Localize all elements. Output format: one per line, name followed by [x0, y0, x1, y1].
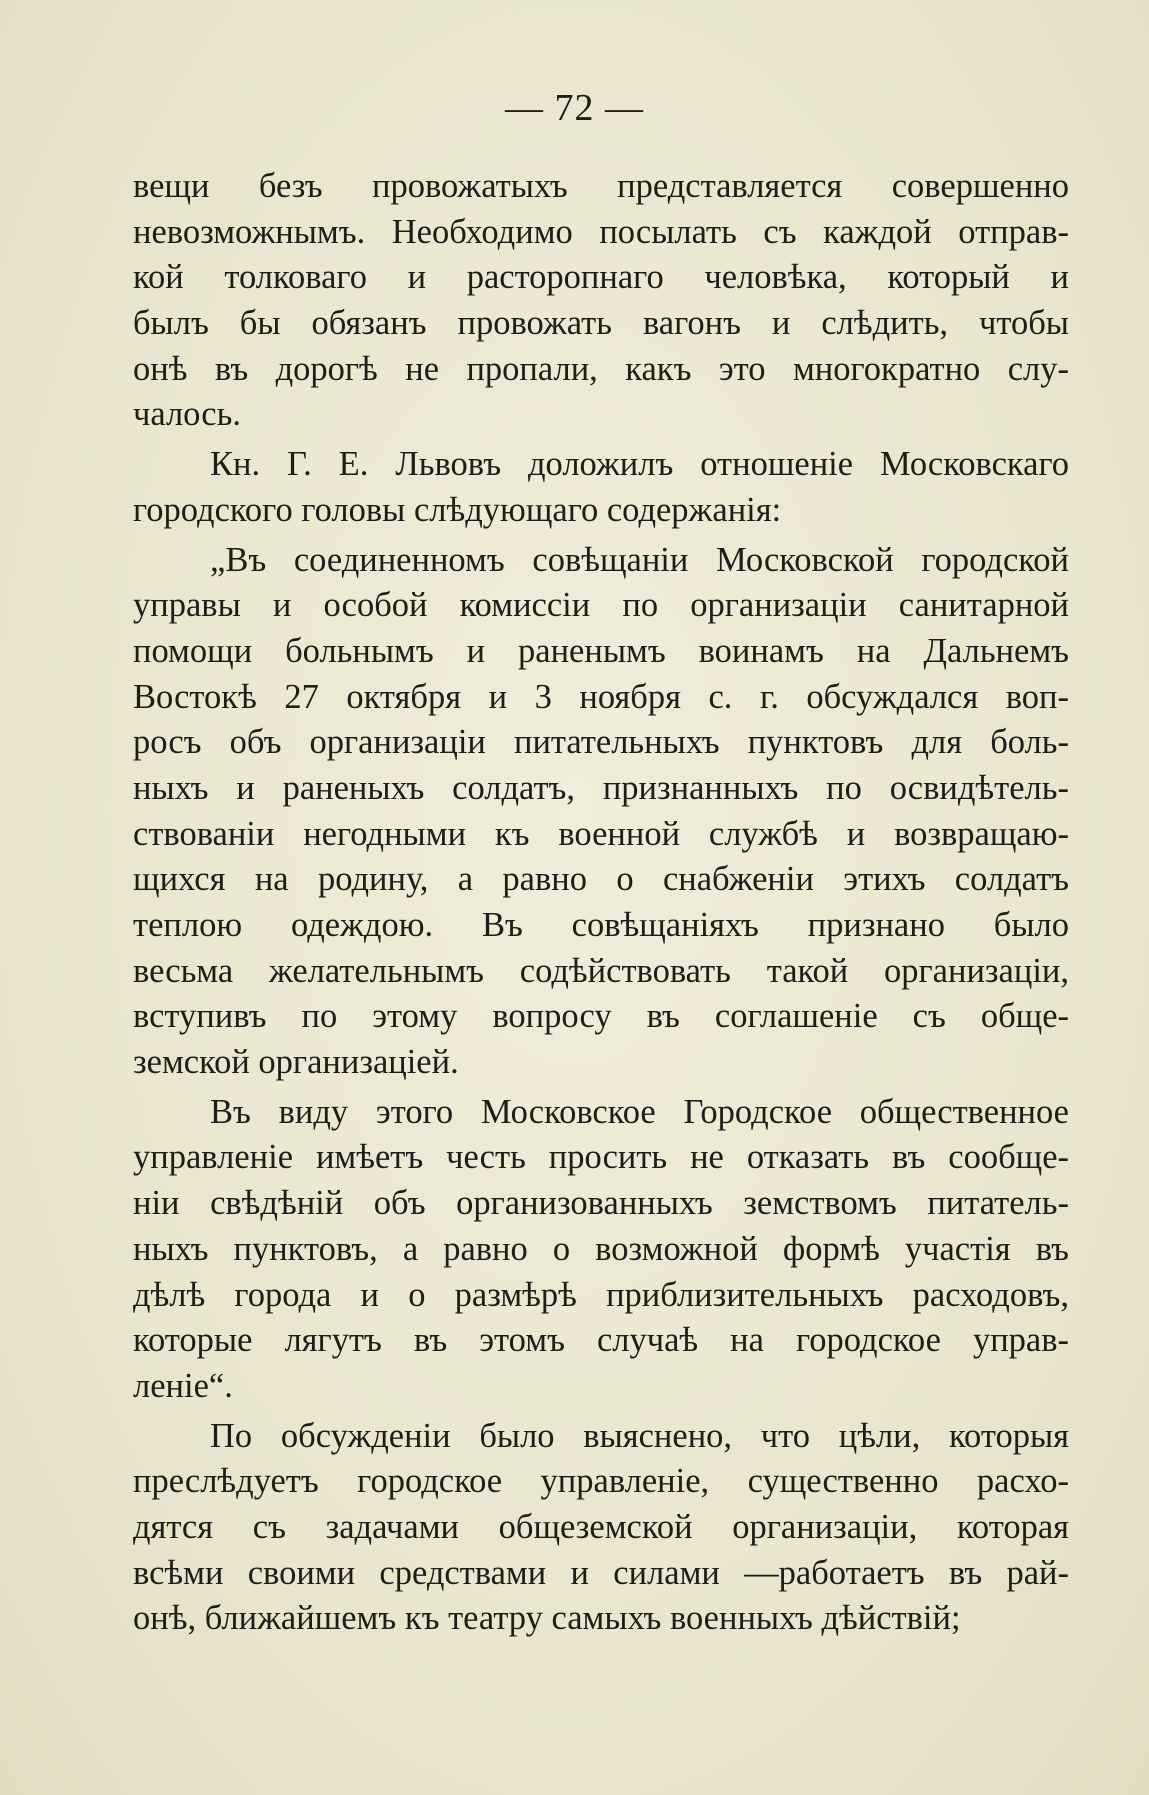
- text-line: ствованіи негодными къ военной службѣ и возвращаю-: [133, 814, 1069, 853]
- text-line: Въ виду этого Московское Городское общественное: [210, 1092, 1069, 1131]
- text-line: „Въ соединенномъ совѣщаніи Московской городской: [210, 540, 1069, 579]
- text-line: Кн. Г. Е. Львовъ доложилъ отношеніе Московскаго: [210, 445, 1069, 484]
- text-line: теплою одеждою. Въ совѣщаніяхъ признано было: [133, 906, 1069, 944]
- page-number: — 72 —: [505, 87, 644, 129]
- text-line: ныхъ и раненыхъ солдатъ, признанныхъ по освидѣтель-: [133, 768, 1069, 807]
- text-line: былъ бы обязанъ провожать вагонъ и слѣдить, чтобы: [133, 304, 1069, 343]
- text-line: росъ объ организаціи питательныхъ пунктовъ для боль-: [133, 723, 1069, 762]
- text-line: онѣ въ дорогѣ не пропали, какъ это многократно слу-: [133, 349, 1069, 388]
- text-line: помощи больнымъ и раненымъ воинамъ на Дальнемъ: [133, 631, 1069, 670]
- text-line: леніе“.: [133, 1366, 233, 1405]
- body-text: [133, 164, 1069, 1646]
- text-line: чалось.: [133, 395, 241, 434]
- paragraph: [133, 164, 1069, 438]
- text-line: ныхъ пунктовъ, а равно о возможной формѣ участія въ: [133, 1229, 1069, 1268]
- paragraph: [133, 1090, 1069, 1410]
- text-line: невозможнымъ. Необходимо посылать съ каждой отправ-: [133, 212, 1069, 251]
- text-line: вещи безъ провожатыхъ представляется совершенно: [133, 167, 1069, 205]
- paragraph: [133, 442, 1069, 533]
- text-line: преслѣдуетъ городское управленіе, существенно расхо-: [133, 1462, 1069, 1501]
- text-line: кой толковаго и расторопнаго человѣка, который и: [133, 258, 1069, 297]
- text-line: щихся на родину, а равно о снабженіи этихъ солдатъ: [133, 860, 1069, 899]
- text-line: дѣлѣ города и о размѣрѣ приблизительныхъ расходовъ,: [133, 1275, 1069, 1314]
- text-line: управы и особой комиссіи по организаціи санитарной: [133, 586, 1069, 625]
- text-line: онѣ, ближайшемъ къ театру самыхъ военныхъ дѣйствій;: [133, 1599, 961, 1638]
- text-line: вступивъ по этому вопросу въ соглашеніе съ обще-: [133, 997, 1069, 1036]
- text-line: городского головы слѣдующаго содержанія:: [133, 490, 782, 529]
- text-line: Востокѣ 27 октября и 3 ноября с. г. обсуждался воп-: [133, 677, 1069, 716]
- paragraph: [133, 538, 1069, 1086]
- text-line: всѣми своими средствами и силами —работаетъ въ рай-: [133, 1553, 1069, 1592]
- text-line: управленіе имѣетъ честь просить не отказать въ сообще-: [133, 1138, 1069, 1177]
- text-line: земской организаціей.: [133, 1043, 459, 1082]
- text-line: весьма желательнымъ содѣйствовать такой организаціи,: [133, 951, 1069, 990]
- text-line: ніи свѣдѣній объ организованныхъ земствомъ питатель-: [133, 1184, 1069, 1223]
- paragraph: [133, 1414, 1069, 1642]
- text-line: дятся съ задачами общеземской организаціи, которая: [133, 1507, 1069, 1546]
- text-line: которые лягутъ въ этомъ случаѣ на городское управ-: [133, 1321, 1069, 1360]
- text-line: По обсужденіи было выяснено, что цѣли, которыя: [210, 1416, 1069, 1455]
